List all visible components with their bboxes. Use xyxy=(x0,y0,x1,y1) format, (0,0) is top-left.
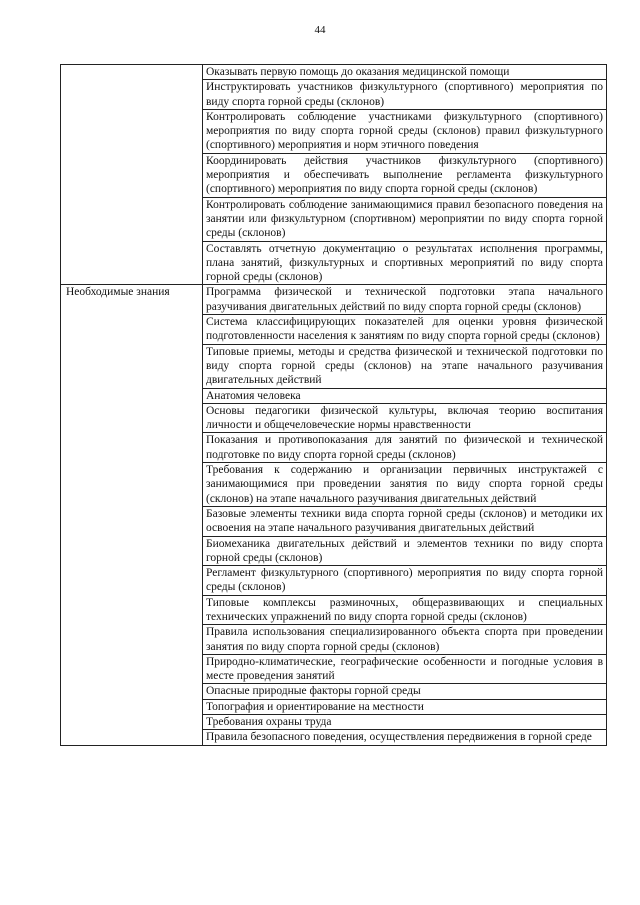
knowledge-item: Опасные природные факторы горной среды xyxy=(203,684,607,699)
knowledge-item: Анатомия человека xyxy=(203,388,607,403)
knowledge-item: Требования охраны труда xyxy=(203,715,607,730)
knowledge-item: Регламент физкультурного (спортивного) мероприятия по виду спорта горной среды (склонов) xyxy=(203,566,607,596)
skill-item: Оказывать первую помощь до оказания медицинской помощи xyxy=(203,65,607,80)
knowledge-item: Правила использования специализированного объекта спорта при проведении занятия по виду спорта горной среды (склонов) xyxy=(203,625,607,655)
skill-item: Составлять отчетную документацию о результатах исполнения программы, плана занятий, физкультурных и спортивных мероприятий по виду спорта горной среды (склонов) xyxy=(203,241,607,285)
skill-item: Контролировать соблюдение участниками физкультурного (спортивного) мероприятия по виду спорта горной среды (склонов) правил физкультурного (спортивного) мероприятия и норм этичного поведения xyxy=(203,109,607,153)
knowledge-item: Основы педагогики физической культуры, включая теорию воспитания личности и общечеловеческие нормы нравственности xyxy=(203,403,607,433)
knowledge-item: Базовые элементы техники вида спорта горной среды (склонов) и методики их освоения на этапе начального разучивания двигательных действий xyxy=(203,506,607,536)
skill-item: Координировать действия участников физкультурного (спортивного) мероприятия и обеспечивать выполнение регламента физкультурного (спортивного) мероприятия по виду спорта горной среды (склонов) xyxy=(203,153,607,197)
skill-item: Инструктировать участников физкультурного (спортивного) мероприятия по виду спорта горной среды (склонов) xyxy=(203,80,607,110)
knowledge-item: Система классифицирующих показателей для оценки уровня физической подготовленности населения к занятиям по виду спорта горной среды (склонов) xyxy=(203,315,607,345)
knowledge-item: Правила безопасного поведения, осуществления передвижения в горной среде xyxy=(203,730,607,745)
knowledge-item: Топография и ориентирование на местности xyxy=(203,699,607,714)
table-row xyxy=(61,285,607,315)
knowledge-label: Необходимые знания xyxy=(61,285,203,745)
knowledge-item: Типовые комплексы разминочных, общеразвивающих и специальных технических упражнений по виду спорта горной среды (склонов) xyxy=(203,595,607,625)
knowledge-item: Программа физической и технической подготовки этапа начального разучивания двигательных действий по виду спорта горной среды (склонов) xyxy=(203,285,607,315)
knowledge-item: Природно-климатические, географические особенности и погодные условия в месте проведения занятий xyxy=(203,654,607,684)
skills-label xyxy=(61,65,203,285)
table-row xyxy=(61,65,607,80)
page-number: 44 xyxy=(314,24,326,36)
knowledge-item: Требования к содержанию и организации первичных инструктажей с занимающимися при проведении занятия по виду спорта горной среды (склонов) на этапе начального разучивания двигательных действий xyxy=(203,463,607,507)
competency-table xyxy=(60,64,607,746)
knowledge-item: Типовые приемы, методы и средства физической и технической подготовки по виду спорта горной среды (склонов) на этапе начального разучивания двигательных действий xyxy=(203,344,607,388)
skill-item: Контролировать соблюдение занимающимися правил безопасного поведения на занятии или физкультурном (спортивном) мероприятии по виду спорта горной среды (склонов) xyxy=(203,197,607,241)
knowledge-item: Биомеханика двигательных действий и элементов техники по виду спорта горной среды (склонов) xyxy=(203,536,607,566)
knowledge-item: Показания и противопоказания для занятий по физической и технической подготовке по виду спорта горной среды (склонов) xyxy=(203,433,607,463)
